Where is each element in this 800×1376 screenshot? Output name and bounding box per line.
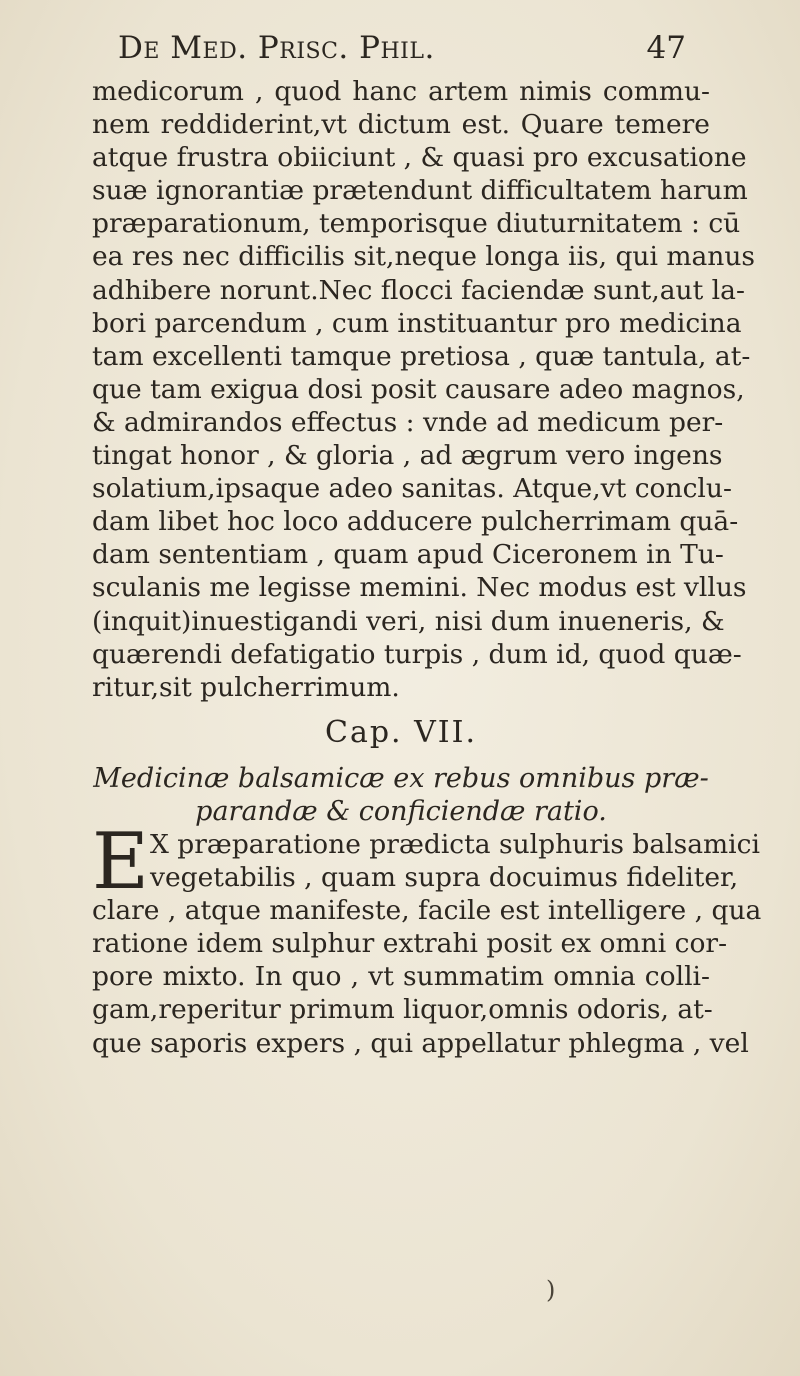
text-line: solatium,ipsaque adeo sanitas. Atque,vt conclu- [92, 473, 732, 505]
text-line: que tam exigua dosi posit causare adeo magnos, [92, 373, 745, 405]
text-line: ea res nec difficilis sit,neque longa iis, qui manus [92, 241, 756, 273]
text-line: sculanis me legisse memini. Nec modus est vllus [92, 572, 747, 604]
catchword: ) [546, 1276, 556, 1304]
chapter-title-line: Medicinæ balsamicæ ex rebus omnibus præ- [93, 762, 709, 794]
text-line: X præparatione prædicta sulphuris balsamici [150, 828, 760, 860]
text-line: & admirandos effectus : vnde ad medicum per- [92, 406, 724, 438]
text-line: ratione idem sulphur extrahi posit ex omni cor- [92, 928, 728, 960]
chapter-heading: Cap. VII. [324, 714, 478, 750]
running-head [118, 30, 686, 74]
chapter-title-line: parandæ & conficiendæ ratio. [195, 795, 607, 827]
text-line: præparationum, temporisque diuturnitatem : cū [92, 208, 741, 240]
paragraph-1 [92, 75, 756, 704]
text-line: bori parcendum , cum instituantur pro medicina [92, 307, 742, 339]
text-line: dam libet hoc loco adducere pulcherrimam quā- [92, 506, 739, 538]
text-line: quærendi defatigatio turpis , dum id, quod quæ- [92, 638, 742, 670]
paragraph-2 [92, 816, 762, 1060]
text-line: dam sententiam , quam apud Ciceronem in Tu- [92, 539, 724, 571]
text-line: clare , atque manifeste, facile est intelligere , qua [92, 895, 762, 927]
text-line: (inquit)inuestigandi veri, nisi dum inueneris, & [92, 605, 725, 637]
drop-cap-initial: E [92, 816, 149, 907]
running-title: De Med. Prisc. Phil. [118, 30, 435, 66]
text-line: vegetabilis , quam supra docuimus fideliter, [150, 862, 739, 894]
text-line: nem reddiderint,vt dictum est. Quare temere [92, 109, 710, 141]
text-line: gam,reperitur primum liquor,omnis odoris, at- [92, 994, 713, 1026]
body-text [92, 75, 762, 1060]
text-line: que saporis expers , qui appellatur phlegma , vel [92, 1027, 749, 1059]
text-line: pore mixto. In quo , vt summatim omnia colli- [92, 961, 710, 993]
text-line: tam excellenti tamque pretiosa , quæ tantula, at- [92, 340, 751, 372]
text-line: adhibere norunt.Nec flocci faciendæ sunt,aut la- [92, 274, 745, 306]
text-line: medicorum , quod hanc artem nimis commu- [92, 76, 710, 107]
text-line: tingat honor , & gloria , ad ægrum vero ingens [92, 440, 723, 472]
chapter-title [92, 762, 710, 828]
text-line: suæ ignorantiæ prætendunt difficultatem harum [92, 175, 748, 207]
page-number: 47 [646, 30, 686, 66]
text-line: ritur,sit pulcherrimum. [92, 671, 400, 703]
text-line: atque frustra obiiciunt , & quasi pro excusatione [92, 142, 747, 174]
